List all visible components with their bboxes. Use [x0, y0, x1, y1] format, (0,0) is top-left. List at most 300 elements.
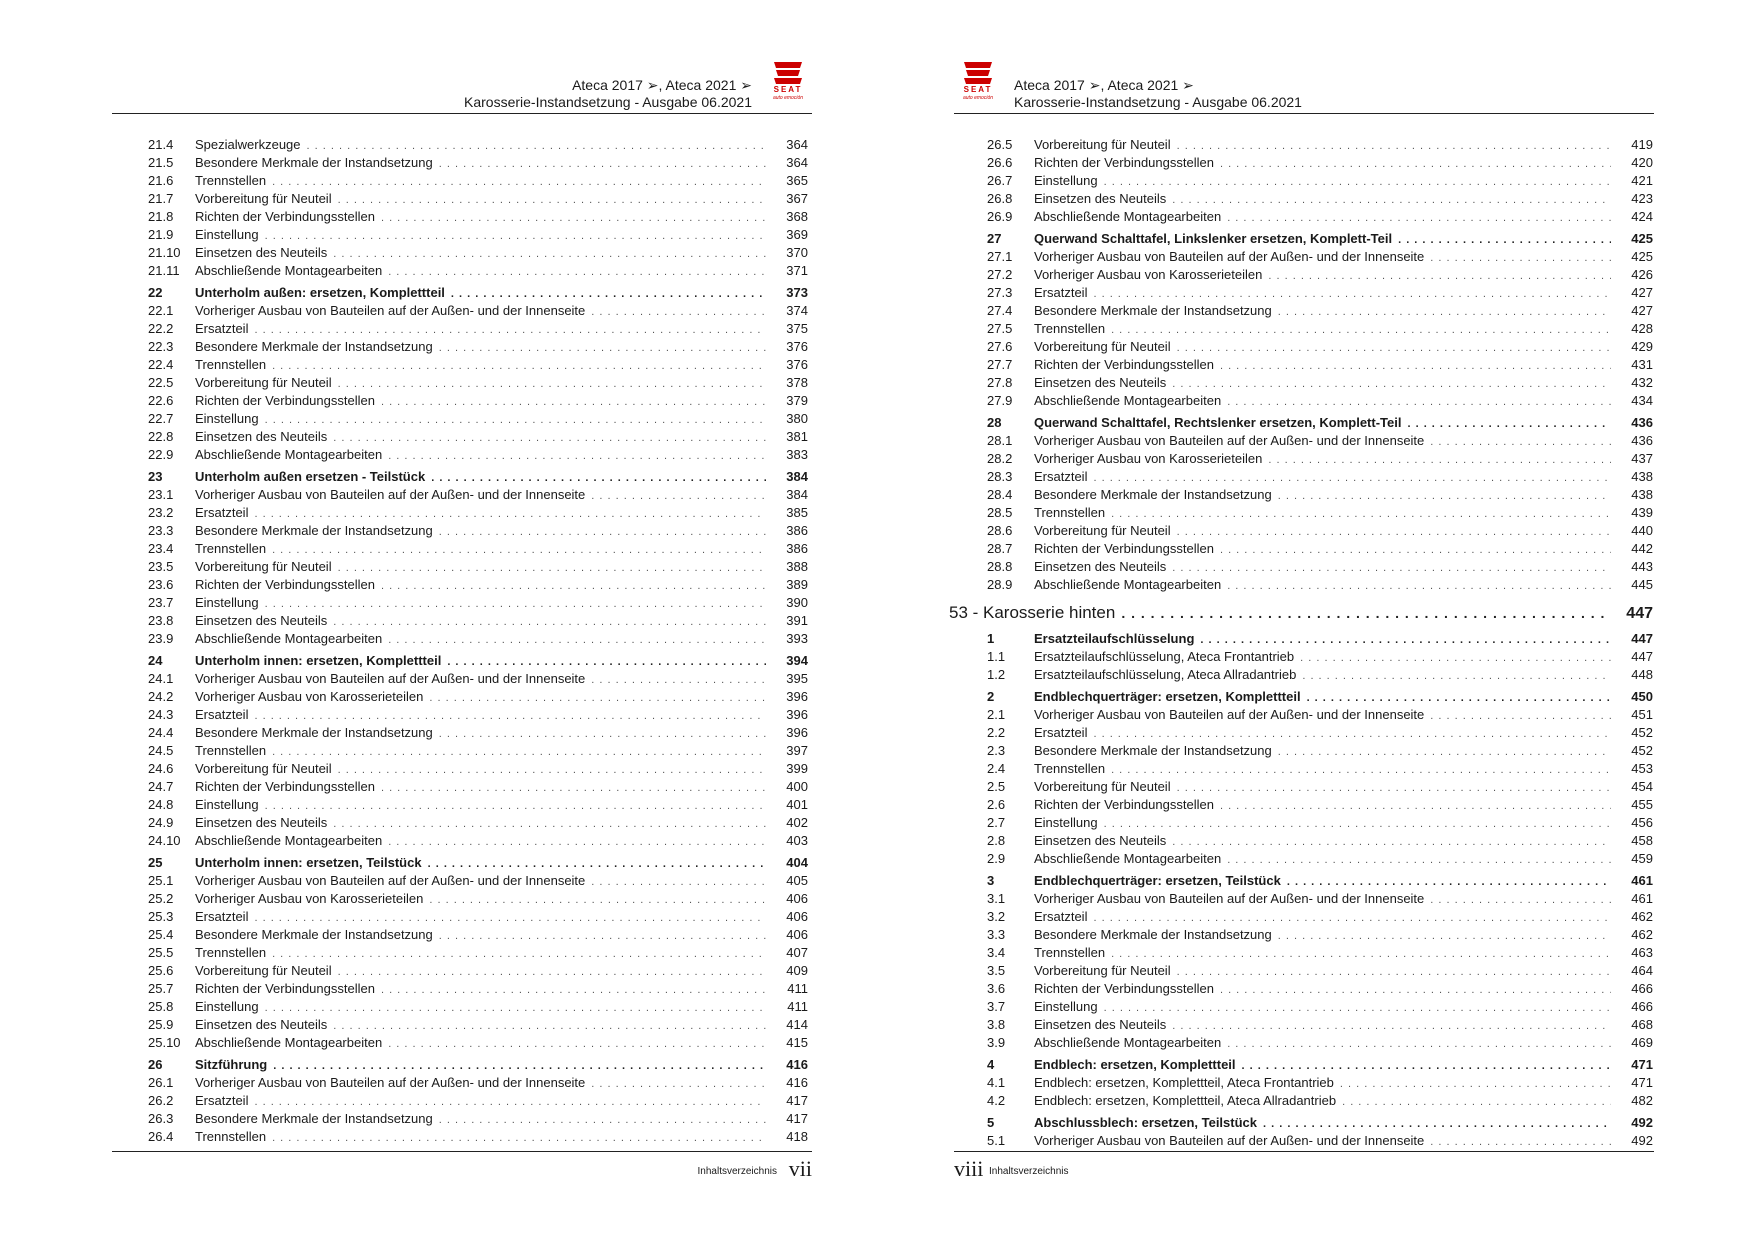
toc-chapter-entry[interactable] [987, 688, 1653, 706]
dot-leader [1342, 1093, 1611, 1111]
toc-entry-title: Ersatzteilaufschlüsselung, Ateca Frontantrieb [1034, 649, 1295, 664]
toc-entry-number: 21.5 [148, 155, 174, 170]
toc-entry-page: 383 [786, 447, 808, 462]
toc-entry[interactable] [987, 796, 1653, 814]
dot-leader [338, 761, 766, 779]
dot-leader [333, 1017, 766, 1035]
toc-entry-title: Ersatzteil [1034, 285, 1088, 300]
toc-entry[interactable] [148, 1034, 808, 1052]
toc-entry[interactable] [987, 190, 1653, 208]
toc-entry-number: 3.1 [987, 891, 1006, 906]
toc-entry-page: 403 [786, 833, 808, 848]
dot-leader [272, 357, 766, 375]
toc-entry[interactable] [148, 796, 808, 814]
toc-entry[interactable] [148, 540, 808, 558]
dot-leader [1302, 667, 1611, 685]
toc-entry-title: Abschließende Montagearbeiten [1034, 209, 1222, 224]
toc-entry-number: 23.1 [148, 487, 174, 502]
dot-leader [381, 209, 766, 227]
toc-entry[interactable] [148, 522, 808, 540]
toc-entry[interactable] [987, 208, 1653, 226]
toc-entry-title: Einsetzen des Neuteils [1034, 559, 1167, 574]
toc-entry[interactable] [148, 374, 808, 392]
toc-entry[interactable] [987, 392, 1653, 410]
toc-entry[interactable] [148, 338, 808, 356]
toc-chapter-entry[interactable] [987, 630, 1653, 648]
dot-leader [381, 577, 766, 595]
toc-entry-title: Einsetzen des Neuteils [195, 613, 328, 628]
toc-entry-title: Abschließende Montagearbeiten [1034, 577, 1222, 592]
toc-entry-number: 25.7 [148, 981, 174, 996]
dot-leader [254, 1093, 766, 1111]
toc-entry-page: 469 [1631, 1035, 1653, 1050]
toc-entry[interactable] [987, 486, 1653, 504]
toc-entry[interactable] [148, 944, 808, 962]
toc-entry[interactable] [987, 320, 1653, 338]
toc-entry[interactable] [987, 832, 1653, 850]
toc-entry-title: Einstellung [1034, 173, 1098, 188]
toc-entry-page: 482 [1631, 1093, 1653, 1108]
toc-entry-title: Ersatzteil [195, 1093, 249, 1108]
dot-leader [439, 155, 766, 173]
toc-entry-page: 379 [786, 393, 808, 408]
toc-entry-title: Abschließende Montagearbeiten [195, 1035, 383, 1050]
toc-entry[interactable] [987, 926, 1653, 944]
dot-leader [272, 945, 766, 963]
dot-leader [1111, 945, 1611, 963]
toc-entry-number: 2.1 [987, 707, 1006, 722]
toc-entry[interactable] [148, 706, 808, 724]
toc-entry[interactable] [148, 908, 808, 926]
dot-leader [265, 595, 766, 613]
toc-entry[interactable] [987, 706, 1653, 724]
toc-entry[interactable] [148, 208, 808, 226]
toc-entry[interactable] [987, 504, 1653, 522]
toc-entry-title: Ersatzteilaufschlüsselung, Ateca Allradantrieb [1034, 667, 1297, 682]
toc-chapter-entry[interactable] [148, 468, 808, 486]
toc-entry-page: 373 [786, 285, 808, 300]
toc-entry-page: 418 [786, 1129, 808, 1144]
toc-entry[interactable] [148, 724, 808, 742]
toc-entry-number: 22.8 [148, 429, 174, 444]
toc-entry-page: 425 [1631, 249, 1653, 264]
toc-chapter-entry[interactable] [987, 414, 1653, 432]
toc-entry-title: Ersatzteil [195, 505, 249, 520]
toc-entry-page: 384 [786, 469, 808, 484]
toc-entry-title: Einsetzen des Neuteils [1034, 1017, 1167, 1032]
toc-entry-page: 376 [786, 339, 808, 354]
toc-entry-page: 394 [786, 653, 808, 668]
toc-entry[interactable] [987, 944, 1653, 962]
toc-entry-page: 425 [1631, 231, 1653, 246]
toc-entry[interactable] [148, 962, 808, 980]
toc-entry-number: 24.1 [148, 671, 174, 686]
dot-leader [1172, 375, 1611, 393]
toc-entry-page: 461 [1631, 873, 1653, 888]
dot-leader [338, 375, 766, 393]
toc-entry[interactable] [987, 468, 1653, 486]
toc-entry-number: 23.4 [148, 541, 174, 556]
toc-entry-page: 429 [1631, 339, 1653, 354]
logo-text: SEAT [963, 85, 993, 94]
dot-leader [428, 855, 766, 873]
toc-entry[interactable] [987, 778, 1653, 796]
toc-entry-title: Einstellung [195, 411, 259, 426]
toc-entry-number: 22.9 [148, 447, 174, 462]
toc-chapter-entry[interactable] [987, 1114, 1653, 1132]
toc-entry-number: 24.8 [148, 797, 174, 812]
toc-entry[interactable] [148, 428, 808, 446]
toc-entry[interactable] [987, 522, 1653, 540]
toc-entry-number: 22.1 [148, 303, 174, 318]
toc-entry-number: 3.6 [987, 981, 1006, 996]
toc-entry[interactable] [987, 284, 1653, 302]
dot-leader [447, 653, 766, 671]
toc-entry-number: 23.5 [148, 559, 174, 574]
toc-entry-page: 393 [786, 631, 808, 646]
toc-entry[interactable] [987, 1074, 1653, 1092]
toc-entry-page: 367 [786, 191, 808, 206]
toc-entry-page: 401 [786, 797, 808, 812]
toc-entry[interactable] [148, 742, 808, 760]
toc-entry[interactable] [987, 908, 1653, 926]
seat-logo-icon [764, 60, 812, 86]
dot-leader [1172, 833, 1611, 851]
toc-entry-title: Vorheriger Ausbau von Karosserieteilen [195, 891, 424, 906]
toc-entry-page: 492 [1631, 1133, 1653, 1148]
toc-entry-page: 431 [1631, 357, 1653, 372]
toc-entry[interactable] [987, 1034, 1653, 1052]
toc-entry-title: Trennstellen [1034, 505, 1106, 520]
toc-entry[interactable] [148, 576, 808, 594]
toc-entry-title: Ersatzteil [1034, 469, 1088, 484]
dot-leader [1268, 451, 1611, 469]
dot-leader [439, 339, 766, 357]
toc-entry-number: 22.3 [148, 339, 174, 354]
toc-entry-page: 426 [1631, 267, 1653, 282]
toc-entry-number: 26.8 [987, 191, 1013, 206]
dot-leader [1242, 1057, 1611, 1075]
toc-entry[interactable] [148, 190, 808, 208]
toc-entry-number: 25.5 [148, 945, 174, 960]
dot-leader [1121, 604, 1611, 622]
toc-entry-title: Vorheriger Ausbau von Bauteilen auf der Außen- und der Innenseite [195, 303, 586, 318]
toc-entry-page: 386 [786, 541, 808, 556]
toc-entry[interactable] [148, 244, 808, 262]
toc-entry[interactable] [148, 630, 808, 648]
toc-entry[interactable] [148, 356, 808, 374]
toc-entry[interactable] [148, 226, 808, 244]
seat-logo-icon [954, 60, 1002, 86]
toc-entry-page: 448 [1631, 667, 1653, 682]
dot-leader [591, 873, 766, 891]
toc-entry-title: Trennstellen [195, 357, 267, 372]
toc-entry-page: 381 [786, 429, 808, 444]
dot-leader [254, 321, 766, 339]
toc-list-right [949, 136, 1653, 1150]
toc-entry-title: Vorheriger Ausbau von Karosserieteilen [1034, 267, 1263, 282]
dot-leader [1172, 559, 1611, 577]
toc-entry-page: 397 [786, 743, 808, 758]
toc-entry-number: 24.5 [148, 743, 174, 758]
toc-entry-number: 2.7 [987, 815, 1006, 830]
toc-entry-number: 2.2 [987, 725, 1006, 740]
toc-entry[interactable] [148, 136, 808, 154]
toc-entry-page: 416 [786, 1057, 808, 1072]
toc-entry[interactable] [148, 980, 808, 998]
dot-leader [439, 523, 766, 541]
dot-leader [1263, 1115, 1611, 1133]
toc-entry-title: Einsetzen des Neuteils [195, 1017, 328, 1032]
toc-entry-number: 28.8 [987, 559, 1013, 574]
toc-entry[interactable] [148, 1128, 808, 1146]
toc-entry[interactable] [987, 980, 1653, 998]
toc-entry-title: Einstellung [195, 227, 259, 242]
toc-chapter-entry[interactable] [148, 854, 808, 872]
toc-entry[interactable] [987, 1132, 1653, 1150]
toc-entry-title: Ersatzteil [195, 909, 249, 924]
toc-entry[interactable] [148, 594, 808, 612]
toc-chapter-entry[interactable] [148, 652, 808, 670]
toc-entry[interactable] [148, 872, 808, 890]
toc-entry-page: 384 [786, 487, 808, 502]
toc-entry-number: 21.11 [148, 263, 180, 278]
toc-entry-title: Abschließende Montagearbeiten [195, 833, 383, 848]
toc-chapter-entry[interactable] [148, 284, 808, 302]
toc-chapter-entry[interactable] [987, 230, 1653, 248]
toc-entry-page: 466 [1631, 981, 1653, 996]
toc-entry[interactable] [987, 962, 1653, 980]
toc-entry[interactable] [148, 1016, 808, 1034]
toc-entry[interactable] [148, 670, 808, 688]
toc-entry-page: 471 [1631, 1057, 1653, 1072]
toc-entry-number: 5 [987, 1115, 995, 1130]
toc-entry-number: 21.7 [148, 191, 174, 206]
toc-entry-title: Richten der Verbindungsstellen [195, 209, 375, 224]
toc-entry[interactable] [987, 266, 1653, 284]
toc-entry-page: 458 [1631, 833, 1653, 848]
toc-entry-number: 27.4 [987, 303, 1013, 318]
dot-leader [591, 487, 766, 505]
dot-leader [1430, 433, 1611, 451]
toc-entry[interactable] [148, 1092, 808, 1110]
toc-entry-title: Trennstellen [1034, 945, 1106, 960]
header-title-line: Karosserie-Instandsetzung - Ausgabe 06.2021 [464, 94, 752, 110]
toc-entry-title: Besondere Merkmale der Instandsetzung [195, 155, 433, 170]
toc-entry-page: 389 [786, 577, 808, 592]
toc-entry-page: 409 [786, 963, 808, 978]
dot-leader [1278, 927, 1611, 945]
toc-entry-number: 24.4 [148, 725, 174, 740]
toc-entry-page: 402 [786, 815, 808, 830]
dot-leader [1430, 1133, 1611, 1151]
toc-entry[interactable] [987, 890, 1653, 908]
toc-entry-title: Besondere Merkmale der Instandsetzung [195, 725, 433, 740]
toc-entry-page: 386 [786, 523, 808, 538]
header-text [1014, 77, 1302, 111]
dot-leader [388, 833, 766, 851]
toc-entry[interactable] [987, 1016, 1653, 1034]
toc-entry-number: 24.2 [148, 689, 174, 704]
toc-entry-title: Einstellung [195, 999, 259, 1014]
toc-entry-number: 24.7 [148, 779, 174, 794]
toc-entry[interactable] [987, 432, 1653, 450]
dot-leader [1104, 173, 1611, 191]
toc-entry[interactable] [148, 814, 808, 832]
dot-leader [439, 725, 766, 743]
toc-entry[interactable] [987, 450, 1653, 468]
toc-entry-number: 3.2 [987, 909, 1006, 924]
toc-entry-page: 414 [786, 1017, 808, 1032]
toc-chapter-entry[interactable] [987, 1056, 1653, 1074]
toc-entry-page: 370 [786, 245, 808, 260]
toc-entry-title: Vorheriger Ausbau von Bauteilen auf der Außen- und der Innenseite [195, 873, 586, 888]
header-model-line: Ateca 2017 ➢, Ateca 2021 ➢ [572, 77, 752, 93]
toc-entry-page: 376 [786, 357, 808, 372]
toc-entry[interactable] [148, 446, 808, 464]
toc-entry[interactable] [148, 998, 808, 1016]
toc-entry[interactable] [987, 742, 1653, 760]
dot-leader [265, 797, 766, 815]
dot-leader [254, 707, 766, 725]
toc-entry-title: Richten der Verbindungsstellen [1034, 155, 1214, 170]
toc-entry-title: Richten der Verbindungsstellen [195, 393, 375, 408]
toc-entry[interactable] [148, 392, 808, 410]
toc-entry-title: Vorbereitung für Neuteil [195, 559, 332, 574]
toc-entry[interactable] [987, 172, 1653, 190]
toc-entry[interactable] [987, 760, 1653, 778]
toc-entry[interactable] [987, 576, 1653, 594]
toc-entry-number: 24.3 [148, 707, 174, 722]
toc-entry[interactable] [987, 1092, 1653, 1110]
toc-entry[interactable] [987, 558, 1653, 576]
toc-entry-number: 21.6 [148, 173, 174, 188]
toc-entry[interactable] [987, 374, 1653, 392]
dot-leader [381, 393, 766, 411]
toc-entry[interactable] [987, 666, 1653, 684]
toc-entry[interactable] [987, 302, 1653, 320]
toc-entry-number: 4.1 [987, 1075, 1006, 1090]
toc-entry-number: 27.7 [987, 357, 1013, 372]
toc-entry-page: 395 [786, 671, 808, 686]
toc-entry[interactable] [148, 1074, 808, 1092]
toc-entry-number: 25.9 [148, 1017, 174, 1032]
toc-entry-title: Vorbereitung für Neuteil [1034, 523, 1171, 538]
toc-section-heading[interactable] [949, 604, 1653, 626]
toc-entry-number: 25.6 [148, 963, 174, 978]
toc-entry-number: 22 [148, 285, 163, 300]
toc-entry[interactable] [148, 558, 808, 576]
toc-entry[interactable] [148, 688, 808, 706]
toc-entry-number: 26.6 [987, 155, 1013, 170]
dot-leader [388, 263, 766, 281]
toc-entry-title: Einsetzen des Neuteils [1034, 833, 1167, 848]
toc-entry[interactable] [987, 540, 1653, 558]
dot-leader [1398, 231, 1611, 249]
toc-entry-title: Abschließende Montagearbeiten [1034, 1035, 1222, 1050]
toc-entry-title: Abschließende Montagearbeiten [1034, 851, 1222, 866]
toc-entry-title: Endblech: ersetzen, Komplettteil, Ateca Allradantrieb [1034, 1093, 1337, 1108]
seat-logo [764, 60, 812, 110]
toc-entry-page: 439 [1631, 505, 1653, 520]
toc-entry-page: 396 [786, 689, 808, 704]
dot-leader [1111, 761, 1611, 779]
dot-leader [1111, 505, 1611, 523]
toc-entry-number: 2.5 [987, 779, 1006, 794]
toc-entry[interactable] [987, 154, 1653, 172]
toc-entry[interactable] [148, 832, 808, 850]
toc-chapter-entry[interactable] [987, 872, 1653, 890]
dot-leader [1093, 469, 1611, 487]
dot-leader [338, 191, 766, 209]
toc-entry[interactable] [987, 724, 1653, 742]
toc-entry-title: Vorheriger Ausbau von Bauteilen auf der Außen- und der Innenseite [195, 1075, 586, 1090]
toc-entry[interactable] [987, 248, 1653, 266]
toc-entry[interactable] [987, 136, 1653, 154]
toc-entry-title: Einsetzen des Neuteils [195, 429, 328, 444]
dot-leader [272, 743, 766, 761]
right-page [877, 0, 1754, 1239]
toc-entry-title: Unterholm innen: ersetzen, Komplettteil [195, 653, 442, 668]
toc-entry[interactable] [987, 356, 1653, 374]
toc-entry[interactable] [148, 760, 808, 778]
toc-entry-number: 26.3 [148, 1111, 174, 1126]
dot-leader [1278, 743, 1611, 761]
toc-entry-title: Trennstellen [1034, 761, 1106, 776]
toc-entry-page: 428 [1631, 321, 1653, 336]
toc-entry[interactable] [148, 486, 808, 504]
toc-entry[interactable] [148, 302, 808, 320]
toc-entry[interactable] [148, 1110, 808, 1128]
toc-entry-number: 27.9 [987, 393, 1013, 408]
toc-entry[interactable] [148, 890, 808, 908]
dot-leader [451, 285, 766, 303]
toc-entry[interactable] [987, 648, 1653, 666]
toc-entry-page: 396 [786, 707, 808, 722]
toc-entry[interactable] [987, 338, 1653, 356]
toc-entry-title: Ersatzteil [195, 321, 249, 336]
toc-entry-number: 25.3 [148, 909, 174, 924]
toc-entry-page: 447 [1626, 605, 1653, 622]
toc-entry[interactable] [148, 410, 808, 428]
dot-leader [388, 631, 766, 649]
toc-entry[interactable] [987, 814, 1653, 832]
toc-entry-title: Abschließende Montagearbeiten [195, 263, 383, 278]
dot-leader [1220, 797, 1611, 815]
toc-entry[interactable] [148, 778, 808, 796]
toc-entry[interactable] [148, 172, 808, 190]
toc-entry-number: 25.8 [148, 999, 174, 1014]
toc-chapter-entry[interactable] [148, 1056, 808, 1074]
toc-entry-number: 27.3 [987, 285, 1013, 300]
dot-leader [388, 1035, 766, 1053]
toc-entry-number: 25.4 [148, 927, 174, 942]
toc-entry[interactable] [148, 504, 808, 522]
toc-entry[interactable] [148, 320, 808, 338]
toc-entry-number: 1.1 [987, 649, 1006, 664]
toc-entry-title: Richten der Verbindungsstellen [1034, 357, 1214, 372]
toc-entry[interactable] [148, 926, 808, 944]
toc-entry[interactable] [148, 154, 808, 172]
toc-entry-title: Vorbereitung für Neuteil [1034, 137, 1171, 152]
toc-entry[interactable] [148, 262, 808, 280]
toc-entry[interactable] [987, 850, 1653, 868]
dot-leader [1200, 631, 1611, 649]
toc-entry-page: 423 [1631, 191, 1653, 206]
toc-entry[interactable] [148, 612, 808, 630]
toc-entry-title: Vorbereitung für Neuteil [195, 191, 332, 206]
toc-entry[interactable] [987, 998, 1653, 1016]
